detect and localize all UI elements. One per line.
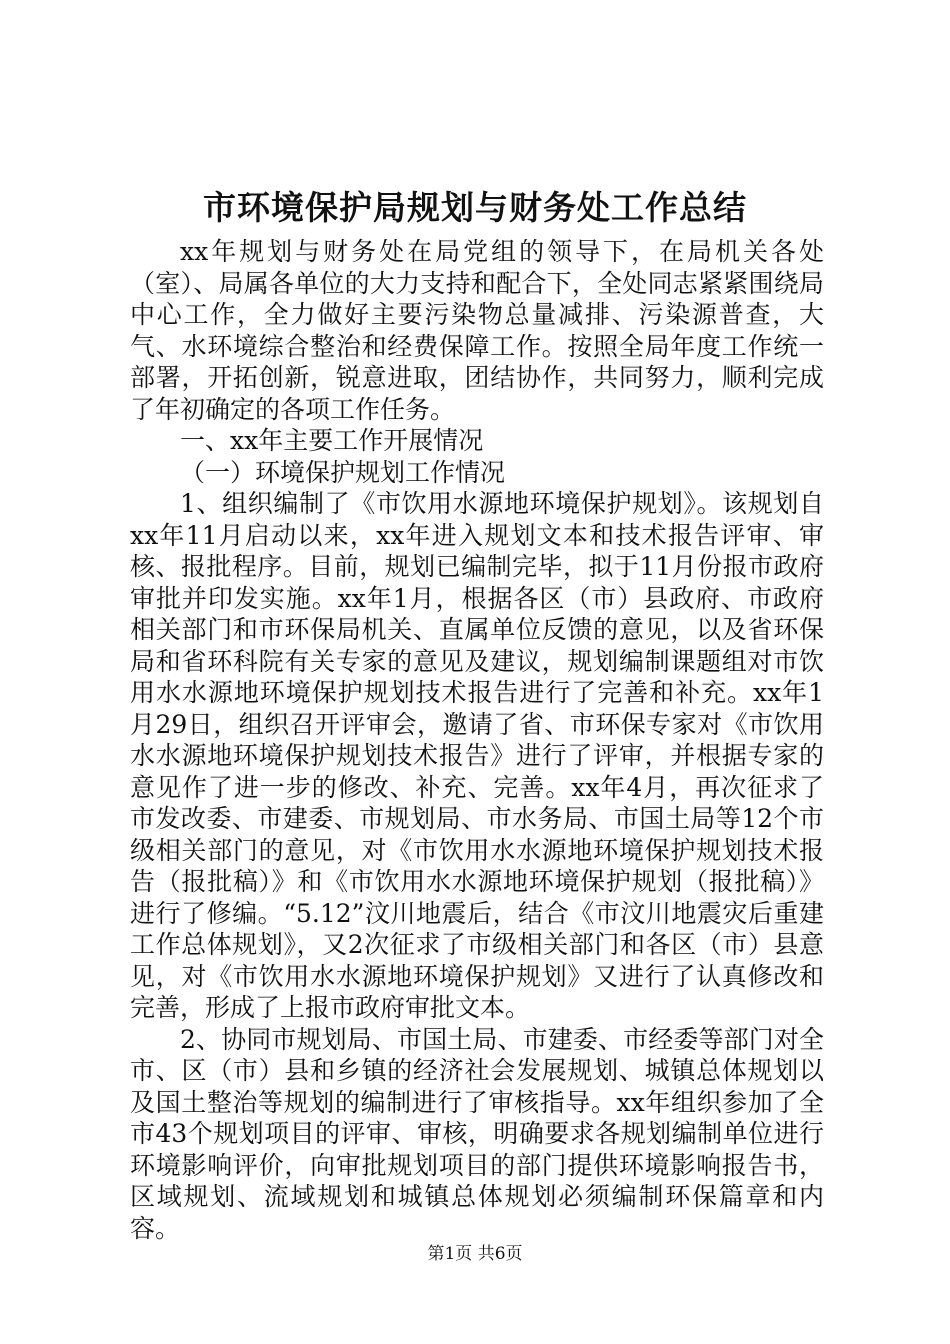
intro-paragraph: xx年规划与财务处在局党组的领导下，在局机关各处（室）、局属各单位的大力支持和配合下，全处同志紧紧围绕局中心工作，全力做好主要污染物总量减排、污染源普查，大气、水环境综合整治和经费保障工作。按照全局年度工作统一部署，开拓创新，锐意进取，团结协作，共同努力，顺利完成了年初确定的各项工作任务。	[130, 237, 824, 424]
item-paragraph-2: 2、协同市规划局、市国土局、市建委、市经委等部门对全市、区（市）县和乡镇的经济社会发展规划、城镇总体规划以及国土整治等规划的编制进行了审核指导。xx年组织参加了全市43个规划项目的评审、审核，明确要求各规划编制单位进行环境影响评价，向审批规划项目的部门提供环境影响报告书，区域规划、流域规划和城镇总体规划必须编制环保篇章和内容。	[130, 1024, 824, 1243]
page-footer: 第1页 共6页	[427, 1244, 523, 1264]
item-paragraph-1: 1、组织编制了《市饮用水源地环境保护规划》。该规划自xx年11月启动以来，xx年进入规划文本和技术报告评审、审核、报批程序。目前，规划已编制完毕，拟于11月份报市政府审批并印发实施。xx年1月，根据各区（市）县政府、市政府相关部门和市环保局机关、直属单位反馈的意见，以及省环保局和省环科院有关专家的意见及建议，规划编制课题组对市饮用水水源地环境保护规划技术报告进行了完善和补充。xx年1月29日，组织召开评审会，邀请了省、市环保专家对《市饮用水水源地环境保护规划技术报告》进行了评审，并根据专家的意见作了进一步的修改、补充、完善。xx年4月，再次征求了市发改委、市建委、市规划局、市水务局、市国土局等12个市级相关部门的意见，对《市饮用水水源地环境保护规划技术报告（报批稿）》和《市饮用水水源地环境保护规划（报批稿）》进行了修编。“5.12”汶川地震后，结合《市汶川地震灾后重建工作总体规划》，又2次征求了市级相关部门和各区（市）县意见，对《市饮用水水源地环境保护规划》又进行了认真修改和完善，形成了上报市政府审批文本。	[130, 489, 824, 1022]
subsection-heading-1: （一）环境保护规划工作情况	[180, 457, 506, 487]
document-body	[130, 236, 824, 1244]
section-heading-1: 一、xx年主要工作开展情况	[180, 426, 484, 455]
document-title: 市环境保护局规划与财务处工作总结	[203, 188, 747, 227]
